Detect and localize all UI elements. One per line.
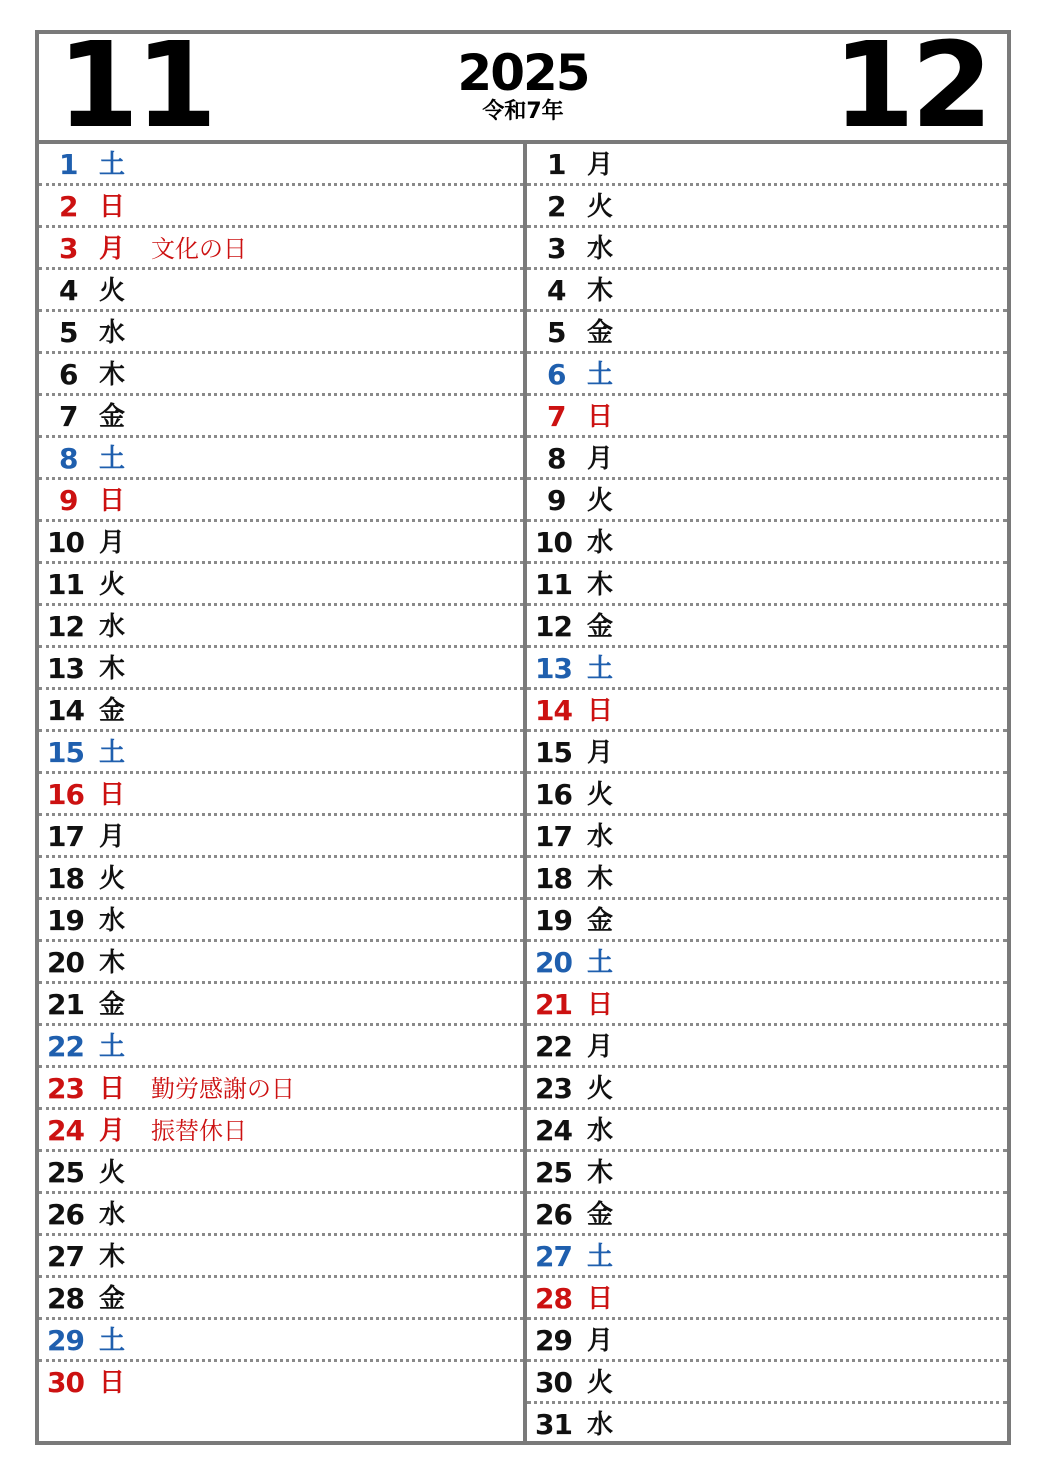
day-row	[527, 858, 1007, 900]
day-of-week: 月	[587, 1326, 614, 1356]
day-number: 4	[547, 274, 566, 307]
day-of-week: 日	[587, 696, 614, 726]
right-month-number: 12	[832, 16, 989, 154]
day-row	[39, 1236, 523, 1278]
day-of-week: 水	[587, 1116, 614, 1146]
holiday-name: 勤労感謝の日	[151, 1075, 295, 1103]
day-number: 2	[547, 190, 566, 223]
day-number: 28	[535, 1282, 572, 1315]
day-of-week: 月	[587, 444, 614, 474]
day-of-week: 月	[587, 738, 614, 768]
day-row	[39, 396, 523, 438]
day-number: 13	[535, 652, 572, 685]
day-number: 15	[535, 736, 572, 769]
day-row	[39, 648, 523, 690]
day-number: 14	[535, 694, 572, 727]
day-of-week: 土	[587, 948, 614, 978]
day-row	[527, 396, 1007, 438]
day-of-week: 火	[99, 864, 126, 894]
day-row	[527, 522, 1007, 564]
day-number: 4	[59, 274, 78, 307]
day-of-week: 木	[587, 276, 614, 306]
day-number: 10	[535, 526, 572, 559]
day-row	[527, 942, 1007, 984]
day-number: 20	[47, 946, 84, 979]
day-number: 26	[47, 1198, 84, 1231]
day-of-week: 日	[99, 1368, 126, 1398]
calendar-header	[39, 16, 1007, 154]
year-label: 2025	[457, 44, 589, 102]
day-row	[527, 144, 1007, 186]
day-row	[527, 480, 1007, 522]
day-row	[39, 1068, 523, 1110]
day-row	[39, 1026, 523, 1068]
day-number: 30	[47, 1366, 84, 1399]
day-number: 18	[47, 862, 84, 895]
day-of-week: 月	[99, 234, 126, 264]
day-of-week: 月	[99, 822, 126, 852]
day-row	[527, 438, 1007, 480]
day-number: 29	[535, 1324, 572, 1357]
day-of-week: 木	[99, 1242, 126, 1272]
day-row	[39, 1362, 523, 1404]
day-row	[39, 564, 523, 606]
day-number: 9	[59, 484, 78, 517]
day-row	[39, 1278, 523, 1320]
day-of-week: 日	[587, 402, 614, 432]
day-number: 3	[547, 232, 566, 265]
day-number: 11	[47, 568, 84, 601]
day-row	[527, 354, 1007, 396]
day-row	[39, 942, 523, 984]
december-column	[527, 144, 1007, 1441]
day-number: 17	[47, 820, 84, 853]
day-row	[527, 984, 1007, 1026]
day-of-week: 水	[99, 612, 126, 642]
day-of-week: 日	[587, 1284, 614, 1314]
day-number: 24	[47, 1114, 84, 1147]
day-number: 26	[535, 1198, 572, 1231]
day-of-week: 金	[587, 906, 614, 936]
day-number: 31	[535, 1408, 572, 1441]
day-row	[39, 984, 523, 1026]
day-row	[39, 144, 523, 186]
day-of-week: 火	[587, 192, 614, 222]
day-of-week: 水	[587, 822, 614, 852]
day-row	[527, 1320, 1007, 1362]
day-row	[39, 228, 523, 270]
day-of-week: 木	[587, 570, 614, 600]
day-row	[527, 1404, 1007, 1446]
day-of-week: 火	[587, 1074, 614, 1104]
day-of-week: 木	[587, 864, 614, 894]
day-row	[527, 1152, 1007, 1194]
day-of-week: 木	[99, 360, 126, 390]
day-of-week: 土	[99, 1032, 126, 1062]
calendar-frame	[35, 16, 1011, 1445]
day-number: 13	[47, 652, 84, 685]
day-number: 22	[47, 1030, 84, 1063]
day-row	[39, 606, 523, 648]
day-row	[39, 1110, 523, 1152]
day-number: 8	[59, 442, 78, 475]
day-number: 19	[47, 904, 84, 937]
day-number: 30	[535, 1366, 572, 1399]
day-row	[39, 480, 523, 522]
day-row	[39, 774, 523, 816]
holiday-name: 文化の日	[151, 235, 247, 263]
day-of-week: 木	[99, 654, 126, 684]
day-of-week: 金	[587, 612, 614, 642]
day-number: 8	[547, 442, 566, 475]
day-number: 27	[535, 1240, 572, 1273]
day-number: 16	[535, 778, 572, 811]
day-row	[527, 270, 1007, 312]
day-of-week: 土	[99, 738, 126, 768]
day-number: 20	[535, 946, 572, 979]
day-of-week: 土	[587, 654, 614, 684]
day-number: 12	[47, 610, 84, 643]
day-number: 11	[535, 568, 572, 601]
day-number: 15	[47, 736, 84, 769]
day-row	[39, 438, 523, 480]
day-row	[527, 312, 1007, 354]
day-of-week: 月	[587, 1032, 614, 1062]
day-of-week: 土	[99, 1326, 126, 1356]
day-of-week: 金	[99, 1284, 126, 1314]
day-number: 25	[535, 1156, 572, 1189]
day-number: 5	[59, 316, 78, 349]
day-row	[527, 900, 1007, 942]
day-number: 21	[535, 988, 572, 1021]
day-row	[527, 1194, 1007, 1236]
day-of-week: 木	[587, 1158, 614, 1188]
day-row	[527, 816, 1007, 858]
day-row	[527, 648, 1007, 690]
day-of-week: 金	[587, 318, 614, 348]
day-row	[527, 1068, 1007, 1110]
day-number: 7	[547, 400, 566, 433]
day-row	[39, 816, 523, 858]
day-row	[39, 1320, 523, 1362]
day-of-week: 土	[99, 444, 126, 474]
day-number: 3	[59, 232, 78, 265]
day-of-week: 水	[99, 1200, 126, 1230]
day-of-week: 日	[587, 990, 614, 1020]
november-column	[39, 144, 523, 1441]
day-of-week: 日	[99, 192, 126, 222]
day-number: 29	[47, 1324, 84, 1357]
day-row	[39, 900, 523, 942]
day-row	[39, 1152, 523, 1194]
day-number: 14	[47, 694, 84, 727]
day-number: 16	[47, 778, 84, 811]
day-number: 23	[535, 1072, 572, 1105]
era-label: 令和7年	[482, 99, 564, 124]
day-of-week: 月	[99, 1116, 126, 1146]
day-number: 1	[547, 148, 566, 181]
day-of-week: 火	[99, 1158, 126, 1188]
day-number: 6	[547, 358, 566, 391]
day-row	[527, 732, 1007, 774]
day-row	[527, 690, 1007, 732]
day-number: 28	[47, 1282, 84, 1315]
day-number: 24	[535, 1114, 572, 1147]
day-row	[39, 732, 523, 774]
day-of-week: 水	[99, 318, 126, 348]
day-of-week: 土	[99, 150, 126, 180]
day-row	[527, 1110, 1007, 1152]
day-row	[39, 270, 523, 312]
day-row	[527, 774, 1007, 816]
day-of-week: 月	[587, 150, 614, 180]
day-row	[527, 186, 1007, 228]
day-number: 5	[547, 316, 566, 349]
day-of-week: 金	[99, 402, 126, 432]
day-of-week: 月	[99, 528, 126, 558]
day-row	[527, 1278, 1007, 1320]
day-of-week: 水	[587, 234, 614, 264]
day-of-week: 火	[587, 780, 614, 810]
day-of-week: 水	[587, 1410, 614, 1440]
day-row	[39, 522, 523, 564]
day-row	[39, 354, 523, 396]
day-of-week: 火	[587, 486, 614, 516]
day-of-week: 金	[587, 1200, 614, 1230]
day-of-week: 木	[99, 948, 126, 978]
day-row	[527, 606, 1007, 648]
day-of-week: 火	[587, 1368, 614, 1398]
day-row	[39, 690, 523, 732]
day-row	[39, 858, 523, 900]
holiday-name: 振替休日	[151, 1117, 247, 1145]
day-number: 27	[47, 1240, 84, 1273]
day-number: 7	[59, 400, 78, 433]
day-row	[527, 1362, 1007, 1404]
day-of-week: 日	[99, 1074, 126, 1104]
day-number: 19	[535, 904, 572, 937]
day-row	[527, 564, 1007, 606]
day-of-week: 火	[99, 570, 126, 600]
day-number: 18	[535, 862, 572, 895]
day-row	[39, 312, 523, 354]
day-of-week: 土	[587, 1242, 614, 1272]
day-number: 22	[535, 1030, 572, 1063]
day-number: 17	[535, 820, 572, 853]
day-of-week: 金	[99, 696, 126, 726]
day-number: 12	[535, 610, 572, 643]
day-row	[527, 1236, 1007, 1278]
day-number: 23	[47, 1072, 84, 1105]
day-row	[39, 186, 523, 228]
day-number: 6	[59, 358, 78, 391]
day-number: 10	[47, 526, 84, 559]
day-of-week: 日	[99, 486, 126, 516]
left-month-number: 11	[57, 16, 214, 154]
day-number: 25	[47, 1156, 84, 1189]
day-number: 2	[59, 190, 78, 223]
day-number: 21	[47, 988, 84, 1021]
day-of-week: 火	[99, 276, 126, 306]
day-of-week: 日	[99, 780, 126, 810]
day-number: 1	[59, 148, 78, 181]
day-of-week: 水	[99, 906, 126, 936]
day-row	[527, 228, 1007, 270]
day-of-week: 金	[99, 990, 126, 1020]
day-of-week: 土	[587, 360, 614, 390]
day-of-week: 水	[587, 528, 614, 558]
day-number: 9	[547, 484, 566, 517]
day-row	[527, 1026, 1007, 1068]
day-row	[39, 1194, 523, 1236]
